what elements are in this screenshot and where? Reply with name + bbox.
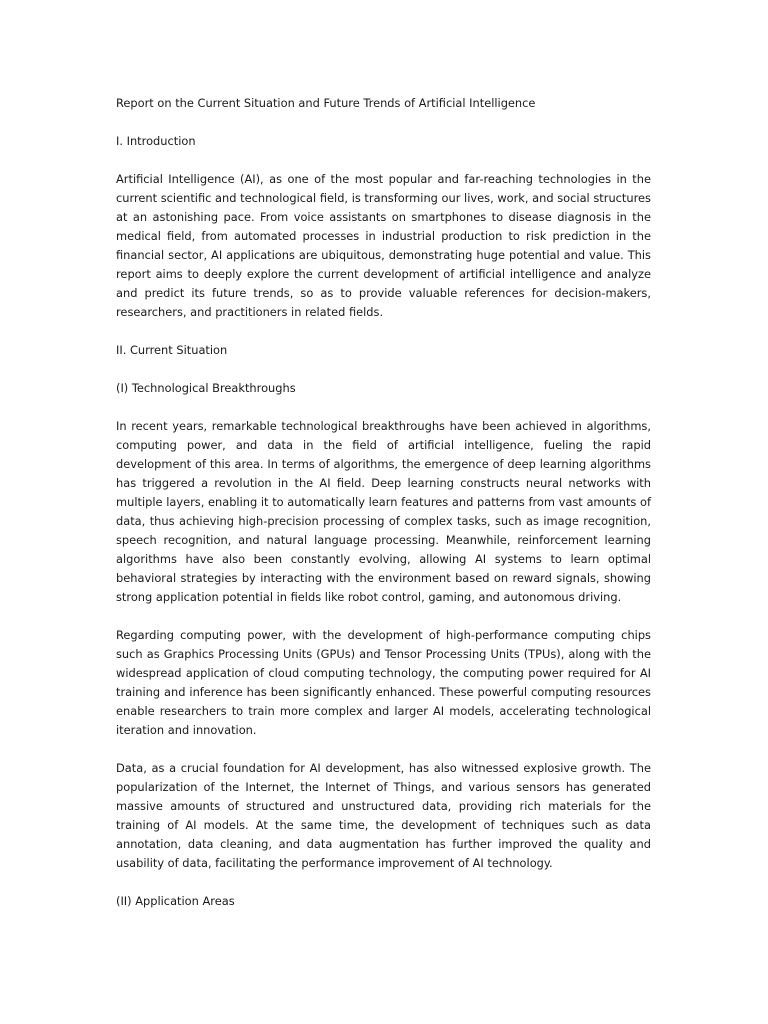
paragraph-data: Data, as a crucial foundation for AI development, has also witnessed explosive growth. The popularization of the Internet, the Internet of Things, and various sensors has generated massive amounts of structured and unstructured data, providing rich materials for the training of AI models. At the same time, the development of techniques such as data annotation, data cleaning, and data augmentation has further improved the quality and usability of data, facilitating the performance improvement of AI technology. [116,761,651,870]
paragraph-algorithms: In recent years, remarkable technological breakthroughs have been achieved in algorithms, computing power, and data in the field of artificial intelligence, fueling the rapid development of this area. In terms of algorithms, the emergence of deep learning algorithms has triggered a revolution in the AI field. Deep learning constructs neural networks with multiple layers, enabling it to automatically learn features and patterns from vast amounts of data, thus achieving high-precision processing of complex tasks, such as image recognition, speech recognition, and natural language processing. Meanwhile, reinforcement learning algorithms have also been constantly evolving, allowing AI systems to learn optimal behavioral strategies by interacting with the environment based on reward signals, showing strong application potential in fields like robot control, gaming, and autonomous driving. [116,419,651,604]
subsection-heading-application-areas: (II) Application Areas [116,894,235,908]
document-body [116,94,651,930]
paragraph-introduction: Artificial Intelligence (AI), as one of the most popular and far-reaching technologies in the current scientific and technological field, is transforming our lives, work, and social structures at an astonishing pace. From voice assistants on smartphones to disease diagnosis in the medical field, from automated processes in industrial production to risk prediction in the financial sector, AI applications are ubiquitous, demonstrating huge potential and value. This report aims to deeply explore the current development of artificial intelligence and analyze and predict its future trends, so as to provide valuable references for decision-makers, researchers, and practitioners in related fields. [116,172,651,319]
subsection-heading-technological-breakthroughs: (I) Technological Breakthroughs [116,381,296,395]
section-heading-current-situation: II. Current Situation [116,343,228,357]
document-title: Report on the Current Situation and Future Trends of Artificial Intelligence [116,96,536,110]
section-heading-introduction: I. Introduction [116,134,196,148]
paragraph-computing-power: Regarding computing power, with the development of high-performance computing chips such as Graphics Processing Units (GPUs) and Tensor Processing Units (TPUs), along with the widespread application of cloud computing technology, the computing power required for AI training and inference has been significantly enhanced. These powerful computing resources enable researchers to train more complex and larger AI models, accelerating technological iteration and innovation. [116,628,651,737]
